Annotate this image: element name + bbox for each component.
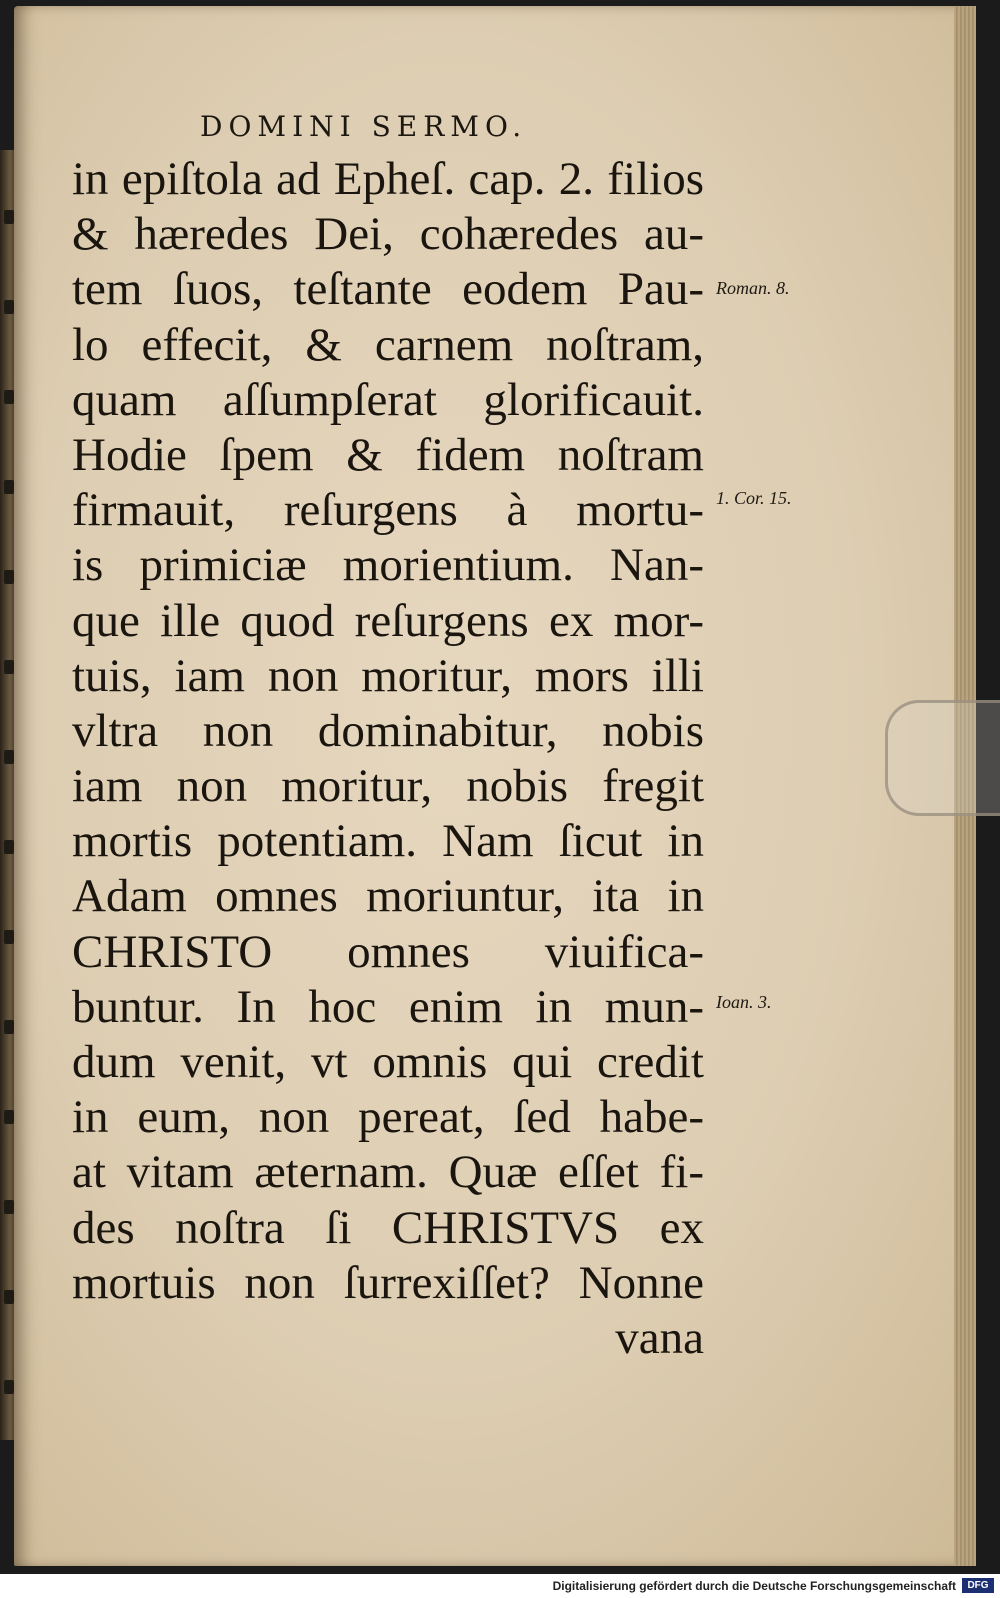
- footer-credit: Digitalisierung gefördert durch die Deutsche Forschungsgemeinschaft: [552, 1579, 956, 1593]
- text-line: in epiſtola ad Epheſ. cap. 2. filios: [72, 153, 704, 205]
- marginal-note-roman: Roman. 8.: [716, 278, 790, 298]
- text-line: firmauit, reſurgens à mortu-: [72, 484, 704, 537]
- text-line: CHRISTO omnes viuifica-: [72, 925, 704, 978]
- text-line: mortis potentiam. Nam ſicut in: [72, 815, 704, 868]
- text-line: is primiciæ morientium. Nan-: [72, 539, 704, 592]
- text-line: quam aſſumpſerat glorificauit.: [72, 373, 704, 426]
- page-clip: [885, 700, 1000, 816]
- marginal-note-ioan: Ioan. 3.: [716, 992, 772, 1012]
- text-line: vltra non dominabitur, nobis: [72, 704, 704, 757]
- text-line: at vitam æternam. Quæ eſſet fi-: [72, 1146, 704, 1199]
- text-line: buntur. In hoc enim in mun-: [72, 980, 704, 1033]
- text-line: dum venit, vt omnis qui credit: [72, 1036, 704, 1088]
- text-line: lo effecit, & carnem noſtram,: [72, 318, 704, 371]
- text-line: Adam omnes moriuntur, ita in: [72, 870, 704, 923]
- running-head: DOMINI SERMO.: [200, 110, 528, 143]
- text-line: des noſtra ſi CHRISTVS ex: [72, 1201, 704, 1254]
- footer-bar: [0, 1574, 1000, 1598]
- text-line: Hodie ſpem & fidem noſtram: [72, 428, 704, 481]
- text-line: tem ſuos, teſtante eodem Pau-: [72, 263, 704, 316]
- text-line: tuis, iam non moritur, mors illi: [72, 649, 704, 702]
- marginal-note-corinthians: 1. Cor. 15.: [716, 488, 792, 508]
- catchword: vana: [615, 1311, 704, 1364]
- text-line: & hæredes Dei, cohæredes au-: [72, 208, 704, 261]
- text-line: iam non moritur, nobis fregit: [72, 760, 704, 813]
- text-line: in eum, non pereat, ſed habe-: [72, 1091, 704, 1144]
- dfg-logo: DFG: [962, 1578, 994, 1593]
- body-text: [72, 152, 712, 1366]
- text-line: que ille quod reſurgens ex mor-: [72, 594, 704, 647]
- text-line: mortuis non ſurrexiſſet? Nonne: [72, 1256, 704, 1309]
